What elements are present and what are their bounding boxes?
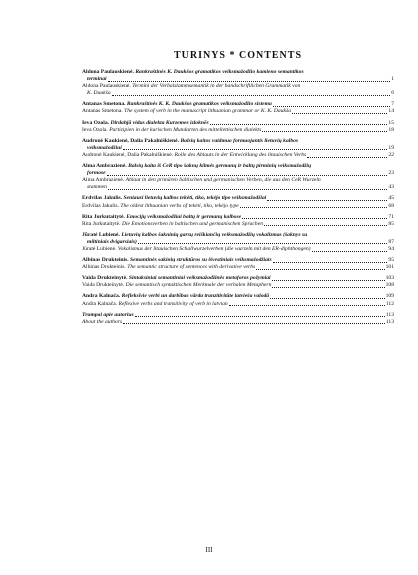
toc-line-text [82, 232, 307, 238]
toc-page-number: 108 [385, 282, 394, 289]
toc-line-text [82, 319, 122, 326]
toc-page-number: 94 [388, 245, 394, 252]
toc-title-cont: veiksmažodžiui [87, 144, 122, 151]
toc-line-text [82, 69, 304, 75]
toc-page-number: 45 [388, 195, 394, 202]
toc-page-number: 18 [388, 126, 394, 133]
leader-dots [272, 280, 385, 281]
toc-line-text [82, 239, 137, 246]
toc-title: The oldest lithuanian verbs of tekėti, tiko, tekėjo type [120, 202, 239, 209]
toc-line-en [82, 301, 394, 308]
toc-page-number: 7 [391, 101, 394, 108]
leader-dots [108, 189, 388, 190]
toc-line-text [82, 163, 311, 169]
toc-title: Balsių kaitos vaidmuo formuojantis lietuvių kalbos [180, 137, 299, 144]
toc-entry [82, 275, 394, 289]
leader-dots [307, 157, 387, 158]
toc-line-en [82, 127, 394, 134]
toc-line-lt [82, 120, 394, 127]
toc-line-text [82, 108, 291, 115]
toc-line-text [82, 90, 111, 97]
toc-page-number: 71 [388, 213, 394, 220]
toc-author: Alma Ambrazienė. [82, 163, 127, 170]
toc-page-number: 103 [385, 275, 394, 282]
toc-author: Andra Kalnača. [82, 293, 121, 300]
toc-line-lt [82, 293, 394, 300]
toc-line-text [82, 195, 266, 202]
toc-author: Ieva Ozola. [82, 126, 108, 133]
toc-title: Ablaut in den primären baltischen und germanischen Verben, die aus den CeR Wurzeln [125, 177, 321, 184]
leader-dots [264, 225, 387, 226]
toc-line-cont [82, 90, 394, 97]
toc-title: Dirdahjā vidus dialekta Kurzemes izloknēs [110, 119, 209, 126]
toc-author: Alma Ambrazienė. [82, 177, 125, 184]
toc-title: Die Emotionsverben in baltischen und germanischen Sprachen [121, 220, 263, 227]
leader-dots [123, 323, 385, 324]
leader-dots [240, 207, 388, 208]
leader-dots [292, 113, 387, 114]
toc-title: The system of verb in the manuscript lithuanian grammar or K. K. Daukša [124, 108, 291, 115]
leader-dots [242, 218, 387, 219]
toc-line-text [82, 275, 271, 282]
toc-line-lt [82, 195, 394, 202]
toc-title-cont: K. Daukša [87, 90, 111, 97]
toc-author: Vaida Drukteinytė. [82, 282, 125, 289]
leader-dots [262, 131, 387, 132]
toc-line-text [82, 170, 106, 177]
toc-page-number: 1 [391, 76, 394, 83]
toc-line-en [82, 319, 394, 326]
toc-entry [82, 195, 394, 209]
leader-dots [123, 149, 388, 150]
toc-title-cont: formose [87, 170, 106, 177]
toc-entry [82, 214, 394, 228]
toc-page-number: 87 [388, 238, 394, 245]
toc-entry [82, 257, 394, 271]
toc-title: Balsių kaita iš CeR tipo šaknų kilmės germanų ir baltų pirminių veiksmažodžių [128, 163, 312, 170]
toc-page-number: 6 [391, 90, 394, 97]
toc-author: Albinas Drukteinis. [82, 264, 126, 271]
toc-author: Rita Jurkutaitytė. [82, 213, 125, 220]
leader-dots [138, 243, 388, 244]
toc-entry [82, 69, 394, 97]
toc-page-number: 113 [385, 318, 394, 325]
toc-line-cont [82, 145, 394, 152]
toc-title: Trumpai apie autorius [82, 311, 134, 318]
toc-line-en [82, 246, 394, 253]
toc-page-number: 43 [388, 184, 394, 191]
toc-page-number: 112 [385, 300, 394, 307]
leader-dots [312, 251, 388, 252]
toc-page-number: 85 [388, 220, 394, 227]
leader-dots [112, 95, 391, 96]
toc-author: Aldona Paulauskienė. [82, 83, 131, 90]
toc-line-lt [82, 214, 394, 221]
toc-title: Rankraštinės K. K. Daukšos gramatikos veiksmažodžio sistema [126, 101, 272, 108]
toc-line-cont [82, 170, 394, 177]
toc-line-lt [82, 232, 394, 239]
toc-line-text [82, 282, 271, 289]
leader-dots [272, 287, 384, 288]
toc-entry [82, 138, 394, 159]
toc-author: Rita Jurkutaitytė. [82, 220, 121, 227]
toc-line-lt [82, 138, 394, 145]
toc-line-text [82, 138, 298, 144]
toc-line-text [82, 214, 241, 221]
toc-line-en [82, 108, 394, 115]
toc-page-number: 22 [388, 151, 394, 158]
toc-title: About the authors [82, 318, 123, 325]
toc-title-cont: miltiniais dvigarsiais) [87, 238, 137, 245]
toc-title: Rolle des Ablauts in der Entwicklung des litauischen Verbs [174, 151, 307, 158]
page-title: TURINYS * CONTENTS [173, 50, 303, 61]
toc-page-number: 109 [385, 293, 394, 300]
toc-title: Reflexive verbs and transitivity of verb in latvian [118, 300, 228, 307]
toc-title: The semantic structure of sentences with derivative verbs [127, 264, 256, 271]
toc-author: Jūratė Lubienė. [82, 245, 117, 252]
toc-line-text [82, 301, 228, 308]
toc-author: Audronė Kaukienė, Dalia Pakalniškienė. [82, 137, 180, 144]
leader-dots [273, 262, 388, 263]
toc-page-number: 14 [388, 108, 394, 115]
toc-page-number: 23 [388, 170, 394, 177]
toc-entry [82, 293, 394, 307]
toc-line-lt [82, 312, 394, 319]
toc-author: Audronė Kaukienė, Dalia Pakalniškienė. [82, 151, 174, 158]
leader-dots [107, 175, 388, 176]
toc-entry [82, 101, 394, 115]
toc-author: Aldona Paulauskienė. [82, 69, 134, 75]
toc-title: Vokalismus der litauischen Schallwurzelverben (die wurzeln mit den ER-diphthongen) [117, 245, 311, 252]
toc-page-number: 113 [385, 311, 394, 318]
toc-line-text [82, 120, 209, 127]
toc-title: Emocijų veiksmažodžiai baltų ir germanų kalbose [126, 213, 242, 220]
toc-title: Partizipien in der kurischen Mundarten des mittellettischen dialekts [109, 126, 262, 133]
toc-line-lt [82, 163, 394, 170]
table-of-contents [82, 50, 394, 330]
toc-page-number: 68 [388, 202, 394, 209]
toc-line-cont [82, 239, 394, 246]
toc-line-cont [82, 184, 394, 191]
toc-entry [82, 163, 394, 191]
toc-line-text [82, 184, 107, 191]
toc-line-lt [82, 275, 394, 282]
toc-title: Termini der Verbalstammsemantik in der handschriftlichen Grammatik von [132, 83, 301, 90]
leader-dots [267, 200, 387, 201]
toc-title: Seniausi lietuvių kalbos tekėti, tiko, tekėjo tipo veiksmažodžiai [123, 195, 267, 202]
toc-title: Refleksīvie verbi un darbības vārda tranzitivitāte latviešu valodā [121, 293, 270, 300]
toc-page-number: 95 [388, 257, 394, 264]
toc-page-number: 19 [388, 144, 394, 151]
toc-line-text [82, 293, 269, 300]
toc-line-text [82, 152, 306, 159]
toc-line-en [82, 152, 394, 159]
toc-entry [82, 120, 394, 134]
leader-dots [135, 316, 385, 317]
toc-line-text [82, 203, 239, 210]
toc-line-text [82, 221, 263, 228]
toc-line-en [82, 221, 394, 228]
leader-dots [229, 305, 385, 306]
toc-line-en [82, 264, 394, 271]
toc-line-en [82, 177, 394, 184]
toc-title-cont: terminai [87, 76, 107, 83]
toc-line-text [82, 177, 321, 183]
leader-dots [270, 298, 385, 299]
leader-dots [108, 81, 391, 82]
toc-author: Albinas Drukteinis. [82, 257, 129, 264]
toc-line-text [82, 312, 134, 319]
leader-dots [273, 106, 390, 107]
leader-dots [256, 269, 384, 270]
toc-title: Sintaksiniai semantiniai veiksmažodžinės metaforos požymiai [128, 275, 271, 282]
toc-title: Semantinės sakinių struktūros su išvestiniais veiksmažodžiais [130, 257, 272, 264]
toc-title-cont: stammen [87, 184, 107, 191]
toc-line-en [82, 203, 394, 210]
toc-author: Jūratė Lubienė. [82, 231, 120, 238]
toc-title: Rankraštinės K. Daukšos gramatikos veiksmažodžio kamieno semantikos [135, 69, 304, 75]
toc-author: Vaida Drukteinytė. [82, 275, 128, 282]
toc-line-text [82, 127, 261, 134]
toc-line-en [82, 282, 394, 289]
toc-line-text [82, 246, 311, 253]
toc-page-number: 15 [388, 119, 394, 126]
toc-author: Antanas Smetona. [82, 101, 126, 108]
toc-author: Andra Kalnača. [82, 300, 118, 307]
toc-author: Erdvilas Jakulis. [82, 202, 119, 209]
toc-author: Antanas Smetona. [82, 108, 123, 115]
toc-author: Erdvilas Jakulis. [82, 195, 123, 202]
toc-author: Ieva Ozola. [82, 119, 110, 126]
toc-line-text [82, 264, 255, 271]
toc-line-text [82, 145, 122, 152]
toc-entry [82, 232, 394, 253]
page-number: III [205, 546, 213, 554]
toc-entries [82, 69, 394, 326]
toc-entry [82, 312, 394, 326]
toc-title: Lietuvių kalbos šakninių garsų reiškiančių veiksmažodžių vokalizmas (šaknys su [121, 231, 308, 238]
toc-line-text [82, 83, 300, 89]
toc-line-lt [82, 69, 394, 76]
leader-dots [210, 124, 388, 125]
toc-page-number: 101 [385, 264, 394, 271]
toc-line-en [82, 83, 394, 90]
toc-title: Die semantisch syntaktischen Merkmale der verbalen Metaphern [125, 282, 272, 289]
